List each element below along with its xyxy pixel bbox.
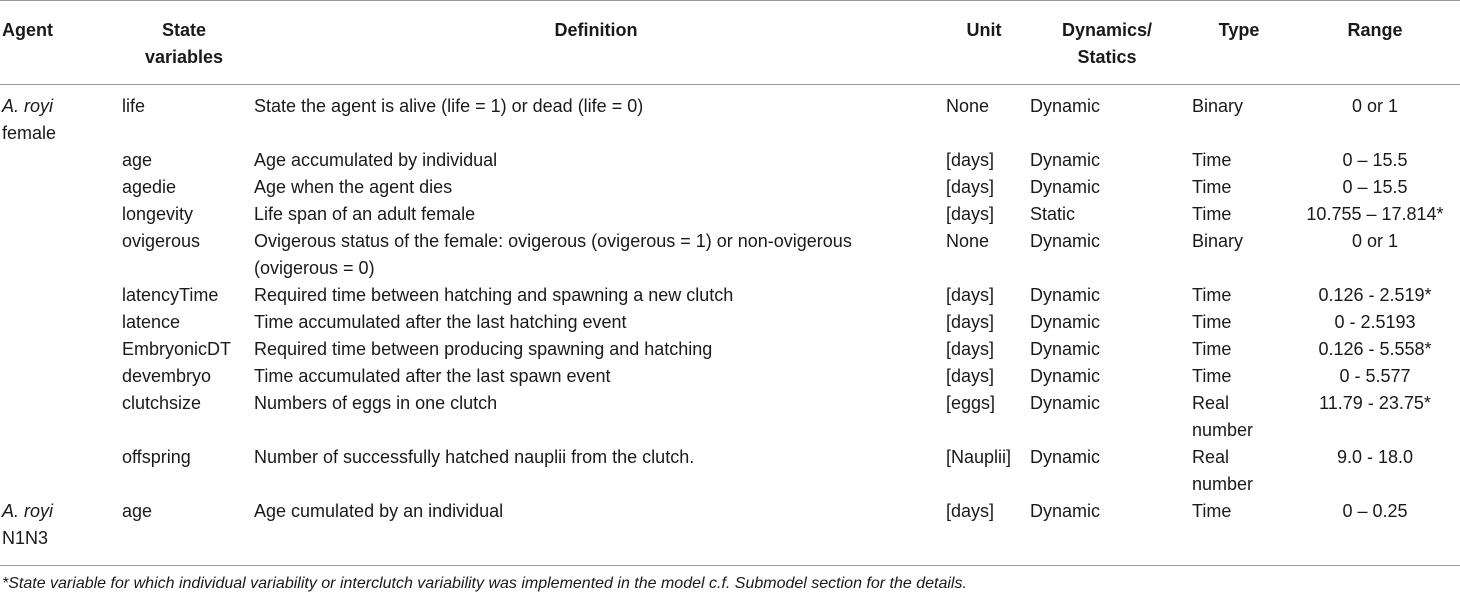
cell-range: 0.126 - 2.519*	[1318, 285, 1432, 305]
cell-definition: Required time between hatching and spawning a new clutch	[254, 285, 734, 305]
cell-unit: [days]	[946, 285, 995, 305]
cell-state-variable: longevity	[122, 204, 194, 224]
cell-range: 10.755 – 17.814*	[1306, 204, 1444, 224]
cell-state-variable: age	[122, 150, 153, 170]
cell-definition: Number of successfully hatched nauplii from the clutch.	[254, 447, 695, 467]
cell-type: Time	[1192, 339, 1232, 359]
cell-definition: Time accumulated after the last hatching event	[254, 312, 627, 332]
cell-agent	[0, 228, 118, 282]
cell-unit: [days]	[946, 312, 995, 332]
cell-state-variable: devembryo	[122, 366, 212, 386]
table-header	[0, 1, 1460, 85]
cell-range: 11.79 - 23.75*	[1319, 393, 1431, 413]
table-row	[0, 147, 1460, 174]
table-row	[0, 228, 1460, 282]
cell-agent	[0, 147, 118, 174]
cell-state-variable: life	[122, 96, 146, 116]
header-row	[0, 1, 1460, 85]
cell-dynamics: Static	[1030, 204, 1076, 224]
cell-definition: State the agent is alive (life = 1) or dead (life = 0)	[254, 96, 644, 116]
cell-state-variable: EmbryonicDT	[122, 339, 232, 359]
agent-species: A. royi	[2, 501, 54, 521]
cell-dynamics: Dynamic	[1030, 231, 1101, 251]
table-row	[0, 363, 1460, 390]
header-dynamics	[1026, 1, 1188, 85]
cell-agent	[0, 390, 118, 444]
table-row	[0, 336, 1460, 363]
cell-dynamics: Dynamic	[1030, 312, 1101, 332]
cell-definition: Age cumulated by an individual	[254, 501, 504, 521]
cell-definition: Life span of an adult female	[254, 204, 476, 224]
table-bottom-rule	[0, 565, 1460, 566]
cell-type: Time	[1192, 150, 1232, 170]
cell-agent	[0, 309, 118, 336]
cell-range: 9.0 - 18.0	[1336, 447, 1414, 467]
cell-dynamics: Dynamic	[1030, 285, 1101, 305]
cell-dynamics: Dynamic	[1030, 393, 1101, 413]
cell-agent	[0, 498, 118, 552]
table-body	[0, 85, 1460, 553]
cell-dynamics: Dynamic	[1030, 447, 1101, 467]
cell-definition: Numbers of eggs in one clutch	[254, 393, 498, 413]
cell-definition: Age accumulated by individual	[254, 150, 498, 170]
cell-range: 0.126 - 5.558*	[1318, 339, 1432, 359]
cell-dynamics: Dynamic	[1030, 339, 1101, 359]
cell-unit: [days]	[946, 501, 995, 521]
cell-definition: Required time between producing spawning and hatching	[254, 339, 713, 359]
cell-agent	[0, 336, 118, 363]
cell-unit: [days]	[946, 177, 995, 197]
cell-agent	[0, 201, 118, 228]
header-agent: Agent	[2, 20, 53, 40]
header-definition: Definition	[554, 20, 638, 40]
cell-range: 0 – 15.5	[1342, 177, 1408, 197]
cell-type: Binary	[1192, 96, 1244, 116]
cell-type: Binary	[1192, 231, 1244, 251]
cell-dynamics: Dynamic	[1030, 501, 1101, 521]
cell-type: Time	[1192, 177, 1232, 197]
cell-unit: [days]	[946, 339, 995, 359]
cell-unit: None	[946, 96, 990, 116]
cell-type: Time	[1192, 312, 1232, 332]
cell-type: Time	[1192, 204, 1232, 224]
cell-state-variable: agedie	[122, 177, 177, 197]
agent-stage: N1N3	[2, 528, 49, 548]
header-unit: Unit	[966, 20, 1002, 40]
cell-dynamics: Dynamic	[1030, 366, 1101, 386]
cell-agent	[0, 85, 118, 148]
header-state-variables-line2: variables	[144, 47, 224, 67]
cell-type: Time	[1192, 285, 1232, 305]
cell-agent	[0, 363, 118, 390]
cell-range: 0 or 1	[1351, 96, 1399, 116]
cell-state-variable: ovigerous	[122, 231, 201, 251]
cell-state-variable: latence	[122, 312, 181, 332]
header-state-variables-line1: State	[161, 20, 206, 40]
cell-range: 0 – 15.5	[1342, 150, 1408, 170]
header-state-variables	[118, 1, 250, 85]
cell-type: Real number	[1192, 447, 1254, 494]
cell-type: Time	[1192, 366, 1232, 386]
header-type: Type	[1218, 20, 1260, 40]
cell-definition: Ovigerous status of the female: ovigerous (ovigerous = 1) or non-ovigerous (ovigerous = 0)	[254, 231, 852, 278]
cell-type: Time	[1192, 501, 1232, 521]
cell-agent	[0, 282, 118, 309]
cell-unit: [days]	[946, 204, 995, 224]
table-row	[0, 390, 1460, 444]
table-row	[0, 309, 1460, 336]
cell-dynamics: Dynamic	[1030, 150, 1101, 170]
cell-dynamics: Dynamic	[1030, 96, 1101, 116]
header-dynamics-line2: Statics	[1077, 47, 1137, 67]
table-row	[0, 201, 1460, 228]
table-row	[0, 174, 1460, 201]
header-dynamics-line1: Dynamics/	[1061, 20, 1153, 40]
table-row	[0, 282, 1460, 309]
cell-unit: [eggs]	[946, 393, 996, 413]
cell-definition: Age when the agent dies	[254, 177, 453, 197]
header-range: Range	[1347, 20, 1403, 40]
cell-state-variable: clutchsize	[122, 393, 202, 413]
cell-range: 0 - 5.577	[1339, 366, 1411, 386]
table-row	[0, 498, 1460, 552]
cell-agent	[0, 174, 118, 201]
agent-species: A. royi	[2, 96, 54, 116]
cell-type: Real number	[1192, 393, 1254, 440]
cell-state-variable: latencyTime	[122, 285, 219, 305]
cell-unit: None	[946, 231, 990, 251]
table-footnote: *State variable for which individual variability or interclutch variability was implemented in the model c.f. Submodel section for the details.	[2, 575, 967, 592]
cell-dynamics: Dynamic	[1030, 177, 1101, 197]
cell-state-variable: offspring	[122, 447, 191, 467]
cell-definition: Time accumulated after the last spawn event	[254, 366, 611, 386]
cell-unit: [days]	[946, 366, 995, 386]
cell-range: 0 – 0.25	[1342, 501, 1408, 521]
agent-stage: female	[2, 123, 57, 143]
cell-range: 0 - 2.5193	[1334, 312, 1416, 332]
cell-state-variable: age	[122, 501, 153, 521]
cell-unit: [Nauplii]	[946, 447, 1012, 467]
cell-unit: [days]	[946, 150, 995, 170]
cell-range: 0 or 1	[1351, 231, 1399, 251]
table-row	[0, 444, 1460, 498]
table-row	[0, 85, 1460, 148]
cell-agent	[0, 444, 118, 498]
